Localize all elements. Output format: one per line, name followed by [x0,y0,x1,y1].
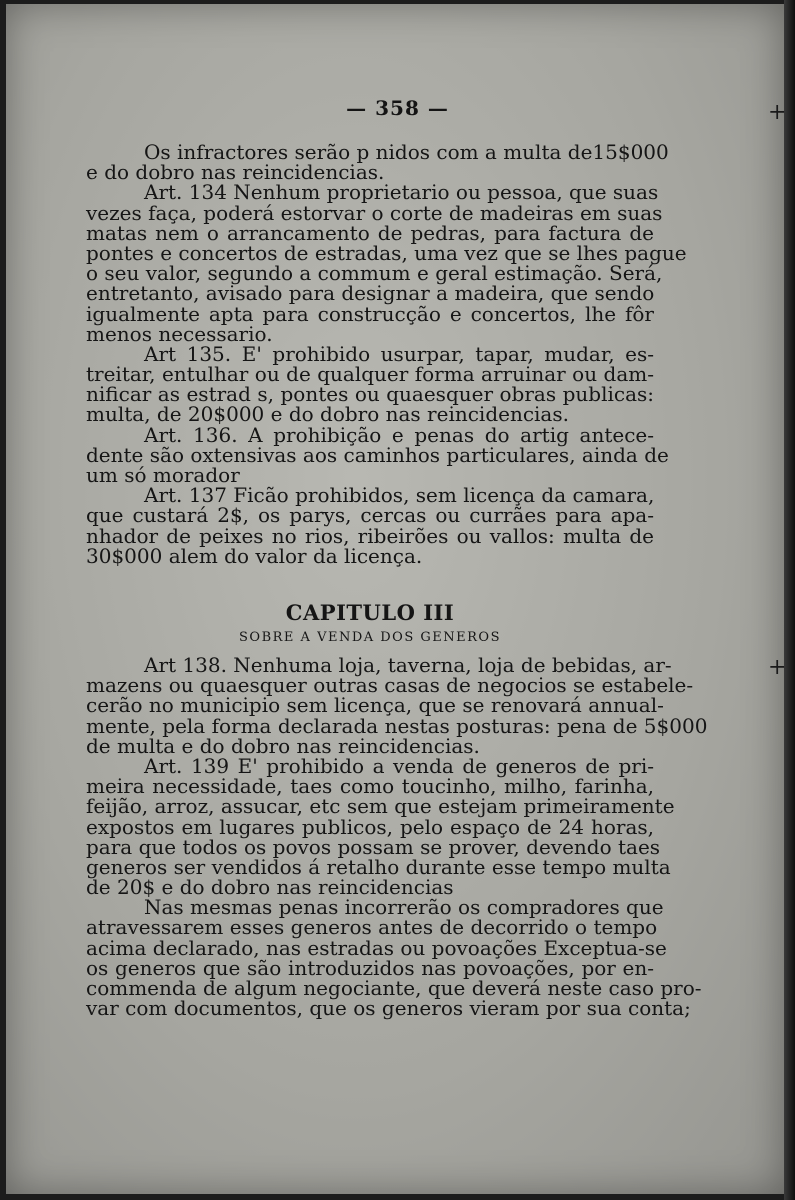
text-line: de 20$ e do dobro nas reincidencias [86,875,454,900]
text-line: pontes e concertos de estradas, uma vez que se lhes pague [86,240,687,265]
text-line: treitar, entulhar ou de qualquer forma arruinar ou dam- [86,362,654,387]
text-line: mazens ou quaesquer outras casas de negocios se estabele- [86,673,694,698]
text-line: var com documentos, que os generos vieram por sua conta; [86,996,691,1021]
page-number: — 358 — [346,96,449,120]
text-line: meira necessidade, taes como toucinho, milho, farinha, [86,774,654,799]
text-line: de multa e do dobro nas reincidencias. [86,733,480,758]
text-line: generos ser vendidos á retalho durante esse tempo multa [86,854,671,879]
text-line: atravessarem esses generos antes de decorrido o tempo [86,915,658,940]
text-line: acima declarado, nas estradas ou povoações Exceptua-se [86,935,667,960]
text-line: Os infractores serão p nidos com a multa de15$000 [144,140,669,164]
text-line: e do dobro nas reincidencias. [86,160,385,185]
text-line: para que todos os povos possam se prover, devendo taes [86,834,661,859]
text-line: que custará 2$, os parys, cercas ou currães para apa- [86,503,654,528]
text-line: Art. 136. A prohibição e penas do artig antece- [144,422,654,447]
text-line: Art. 137 Ficão prohibidos, sem licença da camara, [144,483,655,508]
text-line: igualmente apta para construcção e concertos, lhe fôr [86,301,654,326]
text-line: expostos em lugares publicos, pelo espaço de 24 horas, [86,814,654,839]
text-line: dente são oxtensivas aos caminhos particulares, ainda de [86,442,669,467]
margin-mark: + [768,655,787,680]
text-line: menos necessario. [86,321,273,346]
text-line: nificar as estrad s, pontes ou quaesquer obras publicas: [86,382,654,407]
text-line: Art 135. E' prohibido usurpar, tapar, mudar, es- [144,341,654,366]
text-line: Nas mesmas penas incorrerão os compradores que [144,895,664,920]
text-line: Art. 139 E' prohibido a venda de generos de pri- [144,753,654,778]
text-line: 30$000 alem do valor da licença. [86,543,423,568]
text-line: nhador de peixes no rios, ribeirões ou vallos: multa de [86,523,654,548]
text-line: vezes faça, poderá estorvar o corte de madeiras em suas [86,200,663,225]
text-line: os generos que são introduzidos nas povoações, por en- [86,955,654,980]
text-block-articles-138-139 [86,653,708,1021]
text-line: cerão no municipio sem licença, que se renovará annual- [86,693,664,718]
chapter-subtitle: SOBRE A VENDA DOS GENEROS [239,630,501,645]
text-block-articles-134-137 [86,140,687,568]
text-line: o seu valor, segundo a commum e geral estimação. Será, [86,261,663,286]
text-line: um só morador [86,463,240,487]
chapter-title: CAPITULO III [285,600,455,625]
margin-mark: + [768,100,787,125]
text-line: commenda de algum negociante, que deverá neste caso pro- [86,976,702,1000]
text-line: feijão, arroz, assucar, etc sem que estejam primeiramente [86,794,675,819]
text-line: matas nem o arrancamento de pedras, para factura de [86,220,654,245]
text-line: Art 138. Nenhuma loja, taverna, loja de bebidas, ar- [144,653,672,677]
text-line: multa, de 20$000 e do dobro nas reincidencias. [86,402,569,427]
text-line: Art. 134 Nenhum proprietario ou pessoa, que suas [144,180,659,205]
page-edge-shadow [784,0,795,1200]
text-line: entretanto, avisado para designar a madeira, que sendo [86,281,655,306]
text-line: mente, pela forma declarada nestas posturas: pena de 5$000 [86,713,708,738]
